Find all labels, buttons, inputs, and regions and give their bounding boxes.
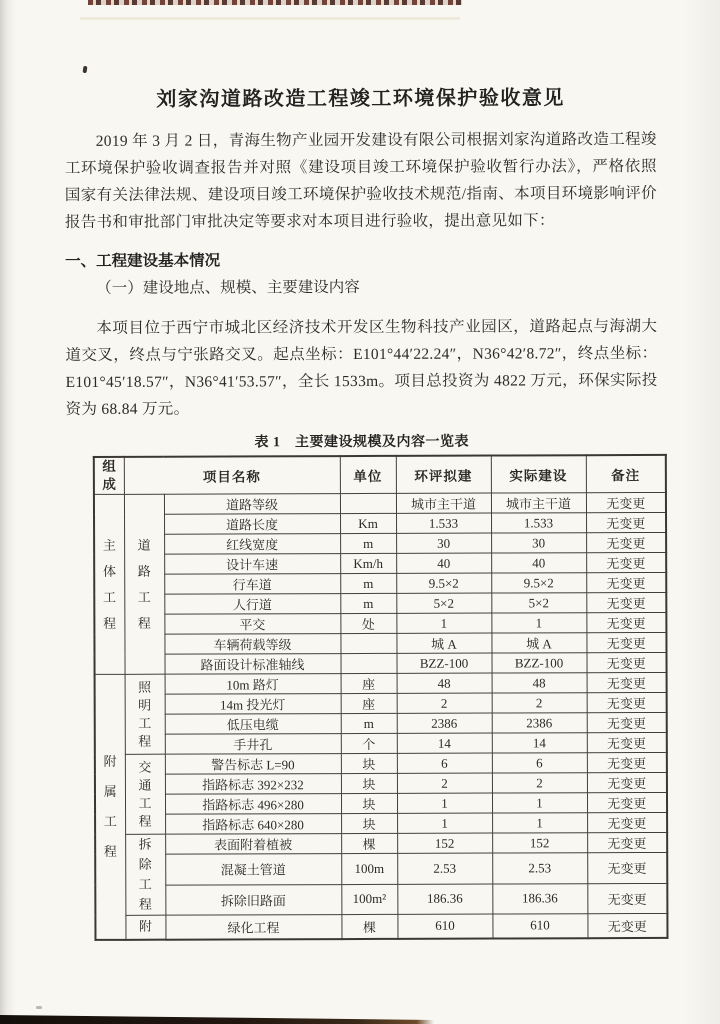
- table-row: [95, 832, 667, 854]
- cell-eia: 2: [397, 693, 492, 713]
- cell-name: 低压电缆: [165, 714, 341, 735]
- cell-name: 拆除旧路面: [165, 884, 341, 915]
- table-caption: 表 1 主要建设规模及内容一览表: [254, 434, 470, 451]
- table-row: [94, 632, 666, 654]
- cell-unit: 处: [340, 613, 396, 633]
- cell-note: 无变更: [587, 812, 667, 832]
- cell-actual: 5×2: [491, 593, 586, 613]
- group-lighting-works: 照明工程: [125, 674, 165, 754]
- cell-eia: 1: [397, 793, 492, 813]
- cell-unit: m: [340, 593, 396, 613]
- cell-eia: 1: [396, 613, 491, 633]
- cell-eia: 5×2: [396, 593, 491, 613]
- group-demolition-works: 拆除工程: [125, 834, 165, 915]
- cell-unit: 个: [341, 733, 397, 753]
- cell-eia: 6: [397, 753, 492, 773]
- cell-note: 无变更: [586, 532, 666, 552]
- table-row: [95, 812, 667, 834]
- group-traffic-works: 交通工程: [125, 754, 165, 834]
- cell-eia: 城 A: [396, 633, 491, 653]
- cell-eia: 186.36: [397, 884, 492, 915]
- cell-eia: 9.5×2: [396, 573, 491, 593]
- cell-eia: 14: [397, 733, 492, 753]
- cell-actual: BZZ-100: [491, 653, 586, 673]
- table-row: [94, 652, 666, 674]
- cell-eia: 2: [397, 773, 492, 793]
- cell-actual: 14: [492, 733, 587, 753]
- cell-actual: 1: [492, 813, 587, 833]
- cell-unit: m: [340, 533, 396, 553]
- cell-name: 道路长度: [164, 514, 340, 535]
- cell-note: 无变更: [586, 612, 666, 632]
- cell-name: 行车道: [164, 574, 340, 595]
- cell-name: 设计车速: [164, 554, 340, 575]
- cell-name: 手井孔: [165, 734, 341, 755]
- table-row: [95, 853, 667, 885]
- cell-actual: 30: [491, 533, 586, 553]
- cell-eia: 152: [397, 833, 492, 854]
- table-row: [95, 752, 667, 774]
- group-road-works: 道路工程: [124, 494, 165, 674]
- cell-unit: Km/h: [340, 553, 396, 573]
- scan-artifact-bottom-band: [0, 1015, 434, 1024]
- cell-note: 无变更: [587, 792, 667, 812]
- cell-unit: 块: [341, 793, 397, 813]
- cell-note: 无变更: [586, 512, 666, 532]
- cell-unit: 棵: [341, 833, 397, 853]
- cell-unit: m: [340, 573, 396, 593]
- cell-name: 人行道: [164, 594, 340, 615]
- table-row: [94, 552, 666, 574]
- cell-actual: 152: [492, 833, 587, 854]
- cell-unit: 块: [341, 813, 397, 833]
- header-actual: 实际建设: [491, 455, 586, 493]
- cell-unit: 100m: [341, 854, 397, 885]
- document-title: 刘家沟道路改造工程竣工环境保护验收意见: [156, 87, 565, 111]
- cell-unit: [340, 633, 396, 653]
- subsection-heading-1-1: （一）建设地点、规模、主要建设内容: [96, 279, 360, 297]
- cell-eia: 2.53: [397, 853, 492, 884]
- cell-name: 指路标志 392×232: [165, 774, 341, 795]
- cell-actual: 城 A: [491, 633, 586, 653]
- group-fu: 附: [125, 915, 165, 939]
- cell-unit: 块: [341, 773, 397, 793]
- cell-eia: BZZ-100: [396, 653, 491, 673]
- cell-eia: 610: [397, 914, 492, 938]
- cell-note: 无变更: [587, 712, 667, 732]
- scan-artifact-faint-line: [80, 17, 460, 20]
- header-note: 备注: [586, 455, 666, 493]
- group-main-works: 主体工程: [94, 494, 125, 674]
- scan-artifact-speck: [36, 1006, 42, 1009]
- table-row: [95, 672, 667, 694]
- cell-unit: 座: [341, 673, 397, 693]
- header-eia: 环评拟建: [396, 456, 491, 494]
- cell-actual: 1: [491, 613, 586, 633]
- construction-scale-table: [93, 454, 669, 941]
- cell-actual: 40: [491, 553, 586, 573]
- cell-name: 路面设计标准轴线: [164, 654, 340, 675]
- cell-note: 无变更: [587, 853, 667, 884]
- cell-name: 绿化工程: [165, 915, 341, 940]
- cell-eia: 1: [397, 813, 492, 833]
- cell-note: 无变更: [586, 632, 666, 652]
- cell-note: 无变更: [586, 652, 666, 672]
- cell-name: 指路标志 640×280: [165, 814, 341, 835]
- cell-unit: [340, 653, 396, 673]
- cell-unit: Km: [340, 513, 396, 533]
- table-row: [95, 883, 667, 915]
- cell-actual: 2.53: [492, 853, 587, 884]
- cell-actual: 2386: [492, 713, 587, 733]
- group-auxiliary-works: 附属工程: [95, 674, 126, 939]
- cell-eia: 48: [397, 673, 492, 693]
- cell-name: 14m 投光灯: [165, 694, 341, 715]
- cell-note: 无变更: [587, 752, 667, 772]
- cell-unit: 100m²: [341, 884, 397, 915]
- table-row: [94, 572, 666, 594]
- section-heading-1: 一、工程建设基本情况: [65, 252, 221, 271]
- cell-eia: 2386: [397, 713, 492, 733]
- cell-note: 无变更: [586, 552, 666, 572]
- cell-name: 红线宽度: [164, 534, 340, 555]
- table-row: [94, 492, 666, 514]
- cell-name: 警告标志 L=90: [165, 754, 341, 775]
- cell-note: 无变更: [587, 913, 667, 937]
- table-row: [94, 512, 666, 534]
- paragraph-intro: 2019 年 3 月 2 日，青海生物产业园开发建设有限公司根据刘家沟道路改造工程竣工环境保护验收调查报告并对照《建设项目竣工环境保护验收暂行办法》，严格依照国家有关法律法规、建设项目竣工环境保护验收技术规范/指南、本项目环境影响评价报告书和审批部门审批决定等要求对本项目进行验收，提出意见如下：: [64, 130, 657, 232]
- cell-name: 10m 路灯: [165, 674, 341, 695]
- cell-actual: 186.36: [492, 883, 587, 914]
- cell-actual: 1: [492, 793, 587, 813]
- cell-actual: 1.533: [491, 513, 586, 533]
- cell-eia: 40: [396, 553, 491, 573]
- cell-unit: 座: [341, 693, 397, 713]
- table-header-row: [94, 455, 666, 494]
- table-row: [95, 732, 667, 754]
- cell-actual: 6: [492, 753, 587, 773]
- cell-unit: m: [341, 713, 397, 733]
- cell-note: 无变更: [587, 692, 667, 712]
- cell-name: 指路标志 496×280: [165, 794, 341, 815]
- cell-note: 无变更: [586, 592, 666, 612]
- paragraph-location-scale: 本项目位于西宁市城北区经济技术开发区生物科技产业园区，道路起点与海湖大道交叉，终点与宁张路交叉。起点坐标：E101°44′22.24″，N36°42′8.72″，终点坐标：E101°45′18.57″，N36°41′53.57″，全长 1533m。项目总投资为 4822 万元，环保实际投资为 68.84 万元。: [65, 317, 658, 419]
- cell-actual: 2: [492, 693, 587, 713]
- table-row: [95, 772, 667, 794]
- cell-name: 车辆荷载等级: [164, 634, 340, 655]
- cell-name: 平交: [164, 614, 340, 635]
- cell-name: 表面附着植被: [165, 834, 341, 855]
- header-unit: 单位: [340, 456, 396, 494]
- header-item: 项目名称: [124, 456, 340, 494]
- cell-note: 无变更: [587, 883, 667, 914]
- table-row: [95, 692, 667, 714]
- table-row: [94, 612, 666, 634]
- cell-actual: 城市主干道: [491, 493, 586, 513]
- cell-eia: 城市主干道: [396, 493, 491, 513]
- cell-name: 混凝土管道: [165, 854, 341, 885]
- cell-eia: 1.533: [396, 513, 491, 533]
- cell-note: 无变更: [587, 732, 667, 752]
- header-composition: 组成: [94, 457, 124, 495]
- table-row: [95, 792, 667, 814]
- document-content: [65, 83, 660, 941]
- cell-actual: 610: [492, 914, 587, 938]
- cell-name: 道路等级: [164, 494, 340, 515]
- cell-note: 无变更: [586, 492, 666, 512]
- cell-actual: 48: [492, 673, 587, 693]
- cell-note: 无变更: [587, 672, 667, 692]
- cell-actual: 9.5×2: [491, 573, 586, 593]
- cell-actual: 2: [492, 773, 587, 793]
- cell-note: 无变更: [587, 832, 667, 853]
- table-row: [95, 712, 667, 734]
- cell-unit: [340, 493, 396, 513]
- cell-note: 无变更: [587, 772, 667, 792]
- scan-artifact-top-strip: [88, 0, 462, 5]
- cell-unit: 块: [341, 753, 397, 773]
- cell-note: 无变更: [586, 572, 666, 592]
- table-row: [94, 592, 666, 614]
- cell-unit: 棵: [341, 914, 397, 938]
- table-row: [94, 532, 666, 554]
- cell-eia: 30: [396, 533, 491, 553]
- scan-artifact-speck: [83, 66, 88, 73]
- table-row: [95, 913, 667, 939]
